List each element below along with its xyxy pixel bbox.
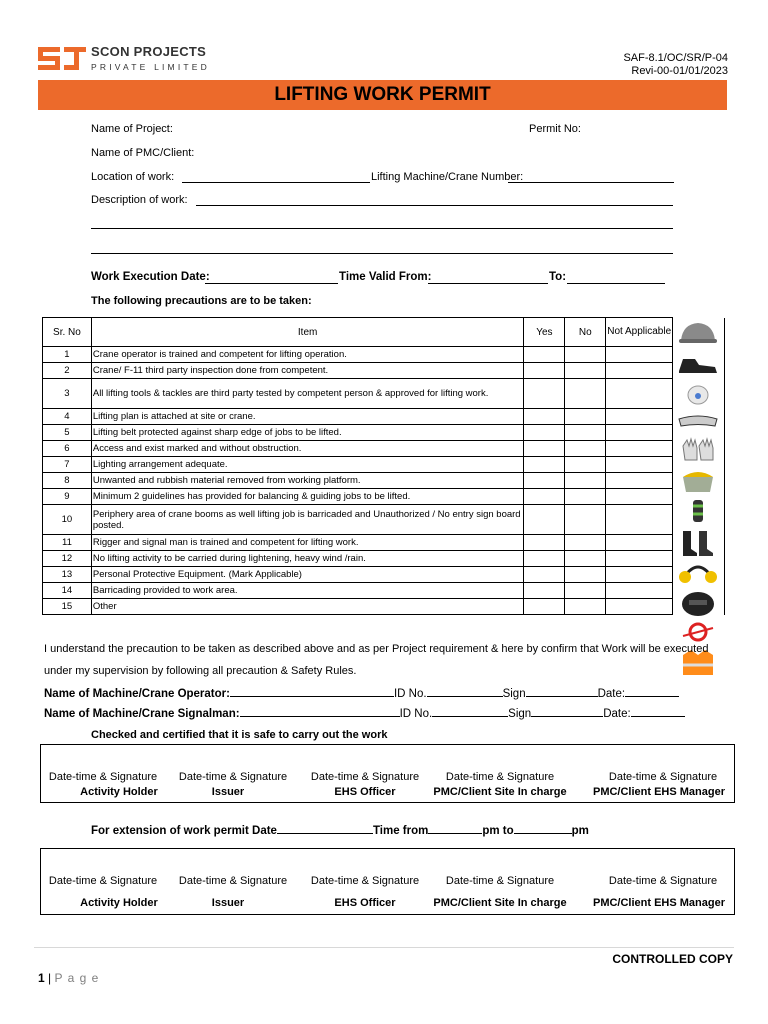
gumboots-icon[interactable] xyxy=(675,529,721,557)
extension-time-from-label: Time from xyxy=(372,825,429,837)
company-logo xyxy=(38,44,86,72)
row-sr-no: 15 xyxy=(43,599,92,615)
row-sr-no: 14 xyxy=(43,583,92,599)
row-na-cell[interactable] xyxy=(606,505,673,535)
row-sr-no: 10 xyxy=(43,505,92,535)
row-yes-cell[interactable] xyxy=(524,409,565,425)
harness-icon[interactable] xyxy=(675,498,721,524)
gloves-icon[interactable] xyxy=(675,436,721,462)
row-sr-no: 2 xyxy=(43,363,92,379)
page-word: P a g e xyxy=(54,971,100,985)
table-row xyxy=(43,583,725,599)
row-yes-cell[interactable] xyxy=(524,505,565,535)
table-row xyxy=(43,441,725,457)
row-na-cell[interactable] xyxy=(606,551,673,567)
row-sr-no: 9 xyxy=(43,489,92,505)
row-item: Periphery area of crane booms as well lifting job is barricaded and Unauthorized / No entry sign board posted. xyxy=(91,505,524,535)
row-sr-no: 4 xyxy=(43,409,92,425)
exec-date-line[interactable] xyxy=(205,283,338,284)
row-sr-no: 3 xyxy=(43,379,92,409)
extension-date-line[interactable] xyxy=(277,821,373,834)
title-bar xyxy=(38,80,727,110)
row-item: Lighting arrangement adequate. xyxy=(91,457,524,473)
table-row xyxy=(43,599,725,615)
row-na-cell[interactable] xyxy=(606,425,673,441)
role-ehs-officer: EHS Officer xyxy=(334,897,396,909)
row-item: Access and exist marked and without obstruction. xyxy=(91,441,524,457)
dt-label: Date-time & Signature xyxy=(310,771,420,783)
row-item: Minimum 2 guidelines has provided for balancing & guiding jobs to be lifted. xyxy=(91,489,524,505)
role-ehs-manager: PMC/Client EHS Manager xyxy=(592,897,726,909)
row-item: Lifting plan is attached at site or crane. xyxy=(91,409,524,425)
row-item: Rigger and signal man is trained and competent for lifting work. xyxy=(91,535,524,551)
operator-date-line[interactable] xyxy=(625,684,679,697)
signalman-date-label: Date: xyxy=(603,708,631,720)
safety-goggles-icon[interactable] xyxy=(675,411,721,431)
row-no-cell[interactable] xyxy=(565,409,606,425)
row-no-cell[interactable] xyxy=(565,535,606,551)
dt-label: Date-time & Signature xyxy=(445,771,555,783)
signalman-line[interactable] xyxy=(240,704,400,717)
role-issuer: Issuer xyxy=(211,786,245,798)
row-no-cell[interactable] xyxy=(565,425,606,441)
role-issuer: Issuer xyxy=(211,897,245,909)
row-sr-no: 13 xyxy=(43,567,92,583)
table-row xyxy=(43,409,725,425)
dt-label: Date-time & Signature xyxy=(608,771,718,783)
extension-pm-to-label: pm to xyxy=(482,825,514,837)
row-item: Unwanted and rubbish material removed from working platform. xyxy=(91,473,524,489)
row-item: Crane/ F-11 third party inspection done from competent. xyxy=(91,363,524,379)
description-line-1[interactable] xyxy=(196,205,673,206)
declaration-text: I understand the precaution to be taken as described above and as per Project requirement & here by confirm that Work will be executed under my supervision by following all precaution & Safety Rules. xyxy=(44,643,709,677)
machine-label: Lifting Machine/Crane Number: xyxy=(371,171,524,183)
signalman-id-label: ID No. xyxy=(399,708,433,720)
row-yes-cell[interactable] xyxy=(524,347,565,363)
col-na: Not Applicable xyxy=(606,318,673,347)
row-yes-cell[interactable] xyxy=(524,379,565,409)
table-row xyxy=(43,505,725,535)
operator-id-label: ID No. xyxy=(393,688,427,700)
row-item: No lifting activity to be carried during lightening, heavy wind /rain. xyxy=(91,551,524,567)
row-na-cell[interactable] xyxy=(606,535,673,551)
project-label: Name of Project: xyxy=(91,123,173,135)
row-yes-cell[interactable] xyxy=(524,551,565,567)
operator-sign-line[interactable] xyxy=(526,684,598,697)
description-line-3[interactable] xyxy=(91,253,673,254)
row-no-cell[interactable] xyxy=(565,363,606,379)
description-label: Description of work: xyxy=(91,194,188,206)
machine-line[interactable] xyxy=(508,182,674,183)
row-yes-cell[interactable] xyxy=(524,473,565,489)
row-sr-no: 5 xyxy=(43,425,92,441)
row-no-cell[interactable] xyxy=(565,505,606,535)
row-na-cell[interactable] xyxy=(606,599,673,615)
ppe-icons xyxy=(675,318,721,682)
role-site-incharge: PMC/Client Site In charge xyxy=(433,897,567,909)
permit-no-label: Permit No: xyxy=(529,123,581,135)
row-sr-no: 12 xyxy=(43,551,92,567)
row-no-cell[interactable] xyxy=(565,379,606,409)
dt-label: Date-time & Signature xyxy=(178,771,288,783)
company-subtitle: PRIVATE LIMITED xyxy=(91,62,211,72)
row-item: Personal Protective Equipment. (Mark Applicable) xyxy=(91,567,524,583)
table-row xyxy=(43,567,725,583)
role-activity-holder: Activity Holder xyxy=(80,897,158,909)
row-yes-cell[interactable] xyxy=(524,599,565,615)
dt-label: Date-time & Signature xyxy=(608,875,718,887)
face-shield-icon[interactable] xyxy=(675,467,721,493)
row-yes-cell[interactable] xyxy=(524,441,565,457)
extension-pm-label: pm xyxy=(571,825,589,837)
dt-label: Date-time & Signature xyxy=(310,875,420,887)
operator-line[interactable] xyxy=(230,684,394,697)
row-yes-cell[interactable] xyxy=(524,489,565,505)
location-label: Location of work: xyxy=(91,171,175,183)
row-sr-no: 8 xyxy=(43,473,92,489)
dt-label: Date-time & Signature xyxy=(445,875,555,887)
row-item: Lifting belt protected against sharp edge of jobs to be lifted. xyxy=(91,425,524,441)
col-item: Item xyxy=(91,318,524,347)
row-sr-no: 11 xyxy=(43,535,92,551)
row-yes-cell[interactable] xyxy=(524,425,565,441)
row-no-cell[interactable] xyxy=(565,489,606,505)
description-line-2[interactable] xyxy=(91,228,673,229)
precautions-heading: The following precautions are to be taken: xyxy=(91,295,312,307)
signalman-date-line[interactable] xyxy=(631,704,685,717)
row-na-cell[interactable] xyxy=(606,363,673,379)
row-yes-cell[interactable] xyxy=(524,583,565,599)
valid-from-line[interactable] xyxy=(428,283,548,284)
row-no-cell[interactable] xyxy=(565,457,606,473)
signalman-id-line[interactable] xyxy=(432,704,508,717)
row-item: Crane operator is trained and competent for lifting operation. xyxy=(91,347,524,363)
role-activity-holder: Activity Holder xyxy=(80,786,158,798)
table-row xyxy=(43,551,725,567)
row-no-cell[interactable] xyxy=(565,599,606,615)
controlled-copy: CONTROLLED COPY xyxy=(612,952,733,966)
row-sr-no: 6 xyxy=(43,441,92,457)
operator-id-line[interactable] xyxy=(427,684,503,697)
exec-date-label: Work Execution Date: xyxy=(91,271,210,283)
valid-from-label: Time Valid From: xyxy=(339,271,432,283)
col-sr: Sr. No xyxy=(43,318,92,347)
precautions-table xyxy=(42,317,725,615)
row-no-cell[interactable] xyxy=(565,441,606,457)
signalman-row: Name of Machine/Crane Signalman: ID No. Sign Date: xyxy=(44,704,685,720)
table-row xyxy=(43,489,725,505)
table-row xyxy=(43,473,725,489)
row-sr-no: 1 xyxy=(43,347,92,363)
operator-row: Name of Machine/Crane Operator: ID No. Sign Date: xyxy=(44,684,679,700)
location-line[interactable] xyxy=(182,182,370,183)
extension-row xyxy=(91,821,589,837)
row-na-cell[interactable] xyxy=(606,379,673,409)
dt-label: Date-time & Signature xyxy=(48,875,158,887)
row-yes-cell[interactable] xyxy=(524,457,565,473)
row-sr-no: 7 xyxy=(43,457,92,473)
signalman-label: Name of Machine/Crane Signalman xyxy=(44,708,236,720)
helmet-icon[interactable] xyxy=(675,318,721,348)
page-footer: 1 | P a g e xyxy=(38,971,100,985)
table-header-row xyxy=(43,318,725,347)
page-title: LIFTING WORK PERMIT xyxy=(274,84,491,105)
row-yes-cell[interactable] xyxy=(524,535,565,551)
row-no-cell[interactable] xyxy=(565,567,606,583)
table-row xyxy=(43,347,725,363)
row-no-cell[interactable] xyxy=(565,583,606,599)
dust-mask-icon[interactable] xyxy=(675,382,721,406)
row-yes-cell[interactable] xyxy=(524,363,565,379)
welding-shield-icon[interactable] xyxy=(675,589,721,617)
row-na-cell[interactable] xyxy=(606,473,673,489)
footer-divider xyxy=(34,947,734,948)
extension-time-from-line[interactable] xyxy=(428,821,482,834)
signalman-sign-line[interactable] xyxy=(531,704,603,717)
ear-muffs-icon[interactable] xyxy=(675,562,721,584)
row-item: Other xyxy=(91,599,524,615)
company-name: SCON PROJECTS xyxy=(91,44,207,59)
certified-heading: Checked and certified that it is safe to carry out the work xyxy=(91,729,388,741)
row-no-cell[interactable] xyxy=(565,347,606,363)
page-number: 1 xyxy=(38,971,45,985)
row-item: All lifting tools & tackles are third party tested by competent person & approved for lifting work. xyxy=(91,379,524,409)
row-yes-cell[interactable] xyxy=(524,567,565,583)
signature-box-2 xyxy=(40,848,735,915)
role-site-incharge: PMC/Client Site In charge xyxy=(433,786,567,798)
table-row xyxy=(43,535,725,551)
to-label: To: xyxy=(549,271,567,283)
safety-shoes-icon[interactable] xyxy=(675,353,721,377)
row-na-cell[interactable] xyxy=(606,567,673,583)
role-ehs-manager: PMC/Client EHS Manager xyxy=(592,786,726,798)
row-item: Barricading provided to work area. xyxy=(91,583,524,599)
operator-date-label: Date: xyxy=(597,688,626,700)
dt-label: Date-time & Signature xyxy=(48,771,158,783)
signature-box-1 xyxy=(40,744,735,803)
row-na-cell[interactable] xyxy=(606,489,673,505)
table-row xyxy=(43,457,725,473)
table-row xyxy=(43,379,725,409)
row-na-cell[interactable] xyxy=(606,409,673,425)
col-no: No xyxy=(565,318,606,347)
table-row xyxy=(43,363,725,379)
role-ehs-officer: EHS Officer xyxy=(334,786,396,798)
pmc-label: Name of PMC/Client: xyxy=(91,147,195,159)
row-na-cell[interactable] xyxy=(606,441,673,457)
row-na-cell[interactable] xyxy=(606,583,673,599)
doc-code: SAF-8.1/OC/SR/P-04 xyxy=(623,52,728,64)
operator-label: Name of Machine/Crane Operator xyxy=(44,688,227,700)
row-no-cell[interactable] xyxy=(565,473,606,489)
table-row xyxy=(43,425,725,441)
signalman-sign-label: Sign xyxy=(508,708,532,720)
row-no-cell[interactable] xyxy=(565,551,606,567)
extension-date-label: For extension of work permit Date xyxy=(91,825,277,837)
to-line[interactable] xyxy=(567,283,665,284)
revision: Revi-00-01/01/2023 xyxy=(631,65,728,77)
dt-label: Date-time & Signature xyxy=(178,875,288,887)
col-yes: Yes xyxy=(524,318,565,347)
operator-sign-label: Sign xyxy=(502,688,526,700)
extension-pm-to-line[interactable] xyxy=(514,821,572,834)
row-na-cell[interactable] xyxy=(606,347,673,363)
row-na-cell[interactable] xyxy=(606,457,673,473)
